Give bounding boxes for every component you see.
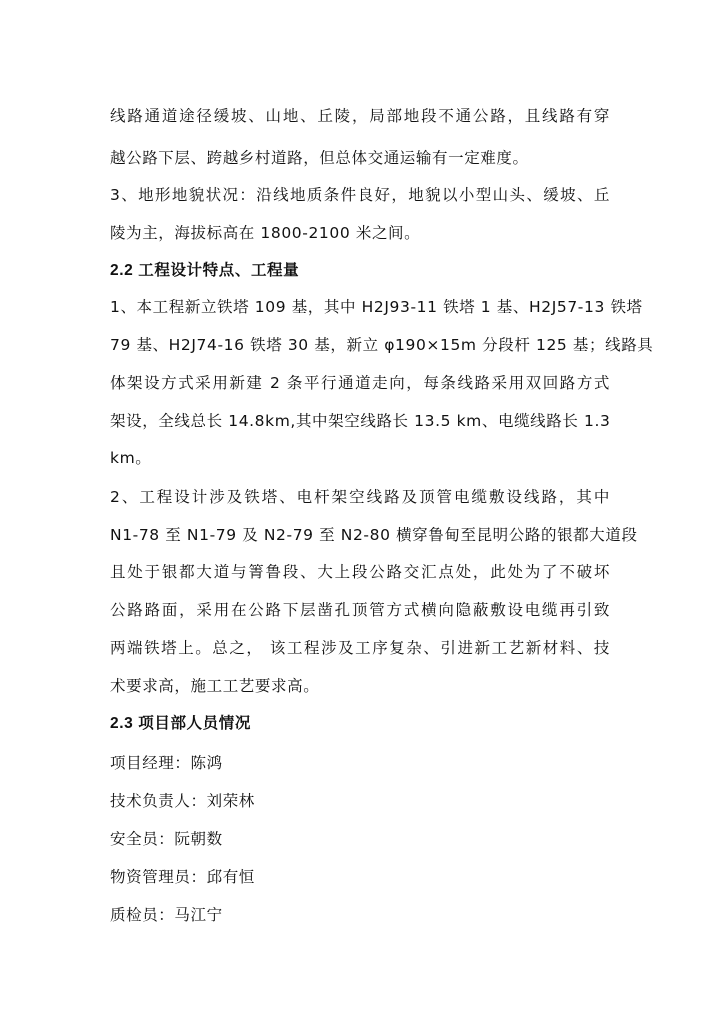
paragraph-line: 线路通道途径缓坡、山地、丘陵，局部地段不通公路，且线路有穿	[110, 107, 610, 125]
staff-line-project-manager: 项目经理：陈鸿	[110, 754, 223, 772]
staff-line-quality-inspector: 质检员：马江宁	[110, 906, 223, 924]
paragraph-line: 1、本工程新立铁塔 109 基，其中 H2J93-11 铁塔 1 基、H2J57-13 铁塔	[110, 298, 643, 316]
paragraph-line: 两端铁塔上。总之， 该工程涉及工序复杂、引进新工艺新材料、技	[110, 639, 610, 657]
paragraph-line: 越公路下层、跨越乡村道路，但总体交通运输有一定难度。	[110, 149, 529, 167]
paragraph-line: 公路路面，采用在公路下层凿孔顶管方式横向隐蔽敷设电缆再引致	[110, 601, 610, 619]
paragraph-line: 术要求高，施工工艺要求高。	[110, 677, 320, 695]
staff-line-materials-manager: 物资管理员：邱有恒	[110, 868, 255, 886]
paragraph-line: km。	[110, 449, 152, 467]
section-heading-2-3: 2.3 项目部人员情况	[110, 715, 251, 732]
paragraph-line: N1-78 至 N1-79 及 N2-79 至 N2-80 横穿鲁甸至昆明公路的银都大道段	[110, 526, 638, 544]
staff-line-technical-lead: 技术负责人：刘荣林	[110, 792, 255, 810]
staff-line-safety-officer: 安全员：阮朝数	[110, 830, 223, 848]
paragraph-line: 3、地形地貌状况：沿线地质条件良好，地貌以小型山头、缓坡、丘	[110, 186, 610, 204]
paragraph-line: 体架设方式采用新建 2 条平行通道走向，每条线路采用双回路方式	[110, 374, 610, 392]
paragraph-line: 陵为主，海拔标高在 1800-2100 米之间。	[110, 224, 421, 242]
section-heading-2-2: 2.2 工程设计特点、工程量	[110, 262, 300, 279]
paragraph-line: 且处于银都大道与箐鲁段、大上段公路交汇点处，此处为了不破坏	[110, 563, 610, 581]
paragraph-line: 架设，全线总长 14.8km,其中架空线路长 13.5 km、电缆线路长 1.3	[110, 412, 611, 430]
paragraph-line: 79 基、H2J74-16 铁塔 30 基，新立 φ190×15m 分段杆 125 基；线路具	[110, 336, 654, 354]
paragraph-line: 2、工程设计涉及铁塔、电杆架空线路及顶管电缆敷设线路，其中	[110, 488, 610, 506]
